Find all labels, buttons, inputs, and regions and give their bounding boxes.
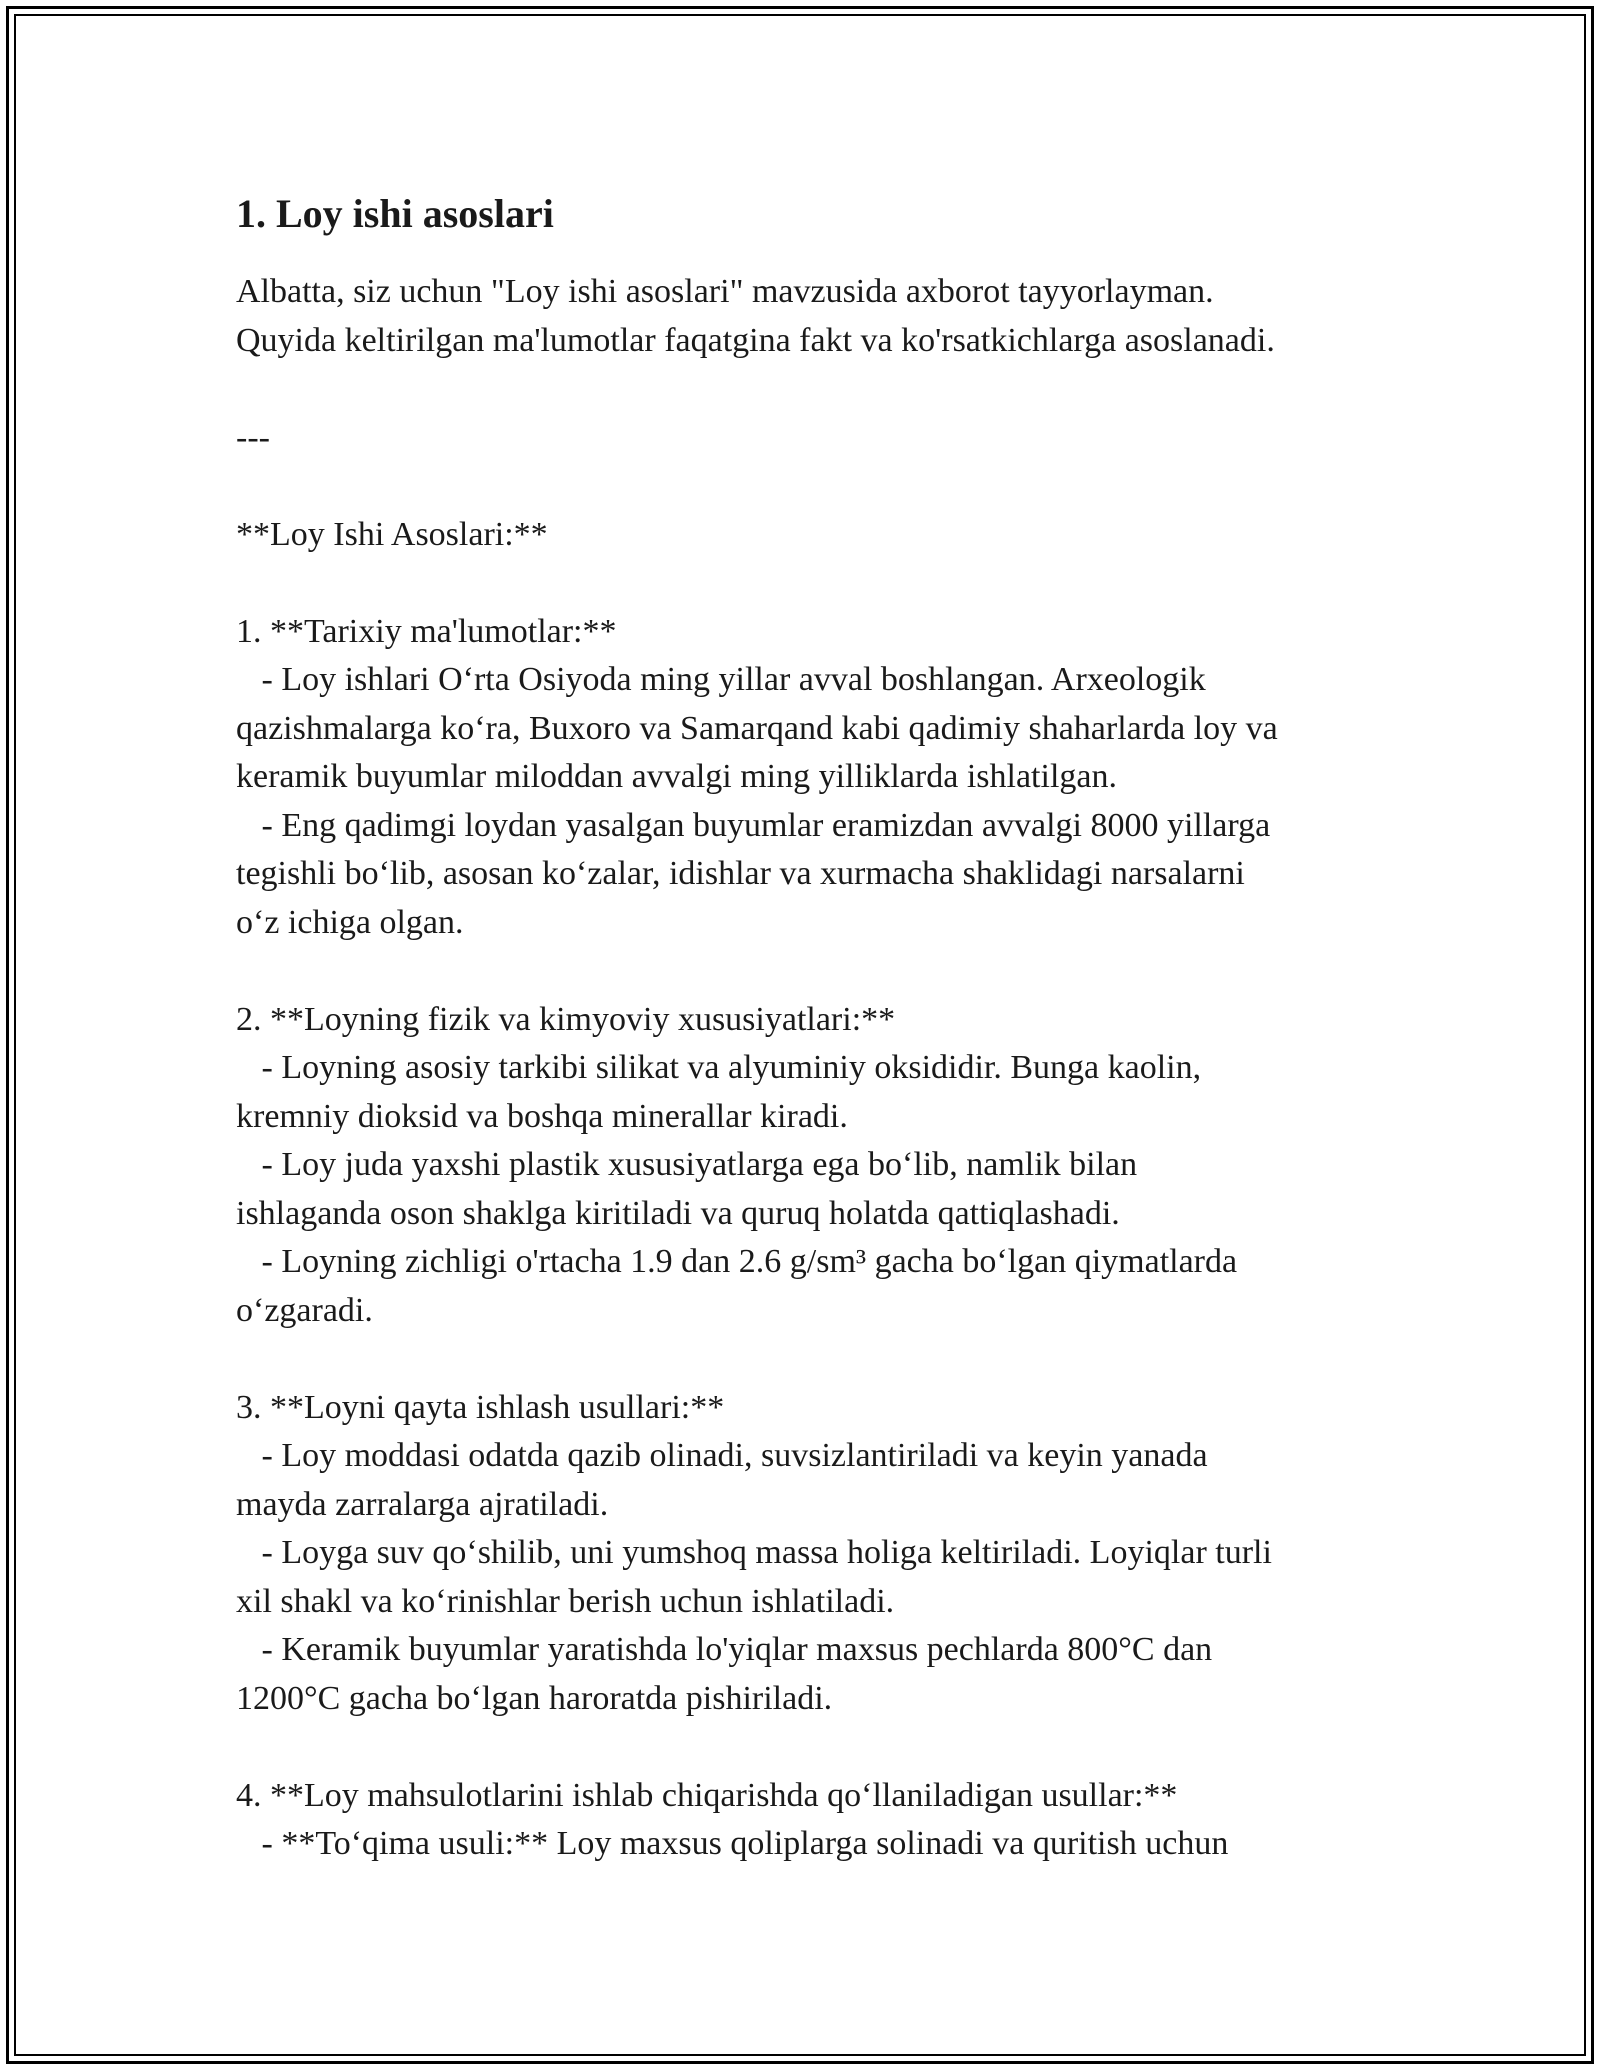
text-line: tegishli bo‘lib, asosan ko‘zalar, idishlar va xurmacha shaklidagi narsalarni bbox=[236, 855, 1245, 892]
text-line: qazishmalarga ko‘ra, Buxoro va Samarqand kabi qadimiy shaharlarda loy va bbox=[236, 709, 1278, 747]
document-page bbox=[236, 186, 1386, 1869]
document-title: 1. Loy ishi asoslari bbox=[236, 191, 554, 236]
text-line: - Loy moddasi odatda qazib olinadi, suvsizlantiriladi va keyin yanada bbox=[236, 1437, 1208, 1474]
text-line: 1200°C gacha bo‘lgan haroratda pishiriladi. bbox=[236, 1679, 833, 1717]
text-line: - Loy juda yaxshi plastik xususiyatlarga ega bo‘lib, namlik bilan bbox=[236, 1146, 1138, 1183]
text-line: 3. **Loyni qayta ishlash usullari:** bbox=[236, 1388, 725, 1426]
text-line: 1. **Tarixiy ma'lumotlar:** bbox=[236, 612, 617, 650]
text-line: - Loy ishlari O‘rta Osiyoda ming yillar avval boshlangan. Arxeologik bbox=[236, 661, 1206, 698]
blank-line bbox=[236, 1335, 1386, 1384]
intro-line-1: Albatta, siz uchun "Loy ishi asoslari" mavzusida axborot tayyorlayman. bbox=[236, 273, 1214, 310]
blank-line bbox=[236, 947, 1386, 996]
text-line: - **To‘qima usuli:** Loy maxsus qoliplarga solinadi va quritish uchun bbox=[236, 1825, 1229, 1862]
text-line: kremniy dioksid va boshqa minerallar kiradi. bbox=[236, 1097, 848, 1135]
text-line: xil shakl va ko‘rinishlar berish uchun ishlatiladi. bbox=[236, 1582, 895, 1620]
text-line: o‘z ichiga olgan. bbox=[236, 903, 464, 941]
text-line: - Keramik buyumlar yaratishda lo'yiqlar maxsus pechlarda 800°C dan bbox=[236, 1631, 1213, 1668]
text-line: - Loyning zichligi o'rtacha 1.9 dan 2.6 g/sm³ gacha bo‘lgan qiymatlarda bbox=[236, 1243, 1238, 1280]
section-heading: **Loy Ishi Asoslari:** bbox=[236, 515, 548, 553]
blank-line bbox=[236, 559, 1386, 608]
text-line: mayda zarralarga ajratiladi. bbox=[236, 1485, 609, 1523]
separator-line: --- bbox=[236, 418, 270, 456]
text-line: o‘zgaradi. bbox=[236, 1291, 373, 1329]
text-line: 2. **Loyning fizik va kimyoviy xususiyatlari:** bbox=[236, 1000, 896, 1038]
text-line: ishlaganda oson shaklga kiritiladi va quruq holatda qattiqlashadi. bbox=[236, 1194, 1120, 1232]
blank-line bbox=[236, 365, 1386, 414]
intro-line-2: Quyida keltirilgan ma'lumotlar faqatgina fakt va ko'rsatkichlarga asoslanadi. bbox=[236, 321, 1275, 359]
text-line: - Eng qadimgi loydan yasalgan buyumlar eramizdan avvalgi 8000 yillarga bbox=[236, 806, 1271, 844]
blank-line bbox=[236, 1723, 1386, 1772]
blank-line bbox=[236, 462, 1386, 511]
text-line: - Loyning asosiy tarkibi silikat va alyuminiy oksididir. Bunga kaolin, bbox=[236, 1049, 1202, 1086]
text-line: - Loyga suv qo‘shilib, uni yumshoq massa holiga keltiriladi. Loyiqlar turli bbox=[236, 1534, 1272, 1571]
text-line: keramik buyumlar miloddan avvalgi ming yilliklarda ishlatilgan. bbox=[236, 758, 1117, 795]
text-line: 4. **Loy mahsulotlarini ishlab chiqarishda qo‘llaniladigan usullar:** bbox=[236, 1776, 1178, 1814]
